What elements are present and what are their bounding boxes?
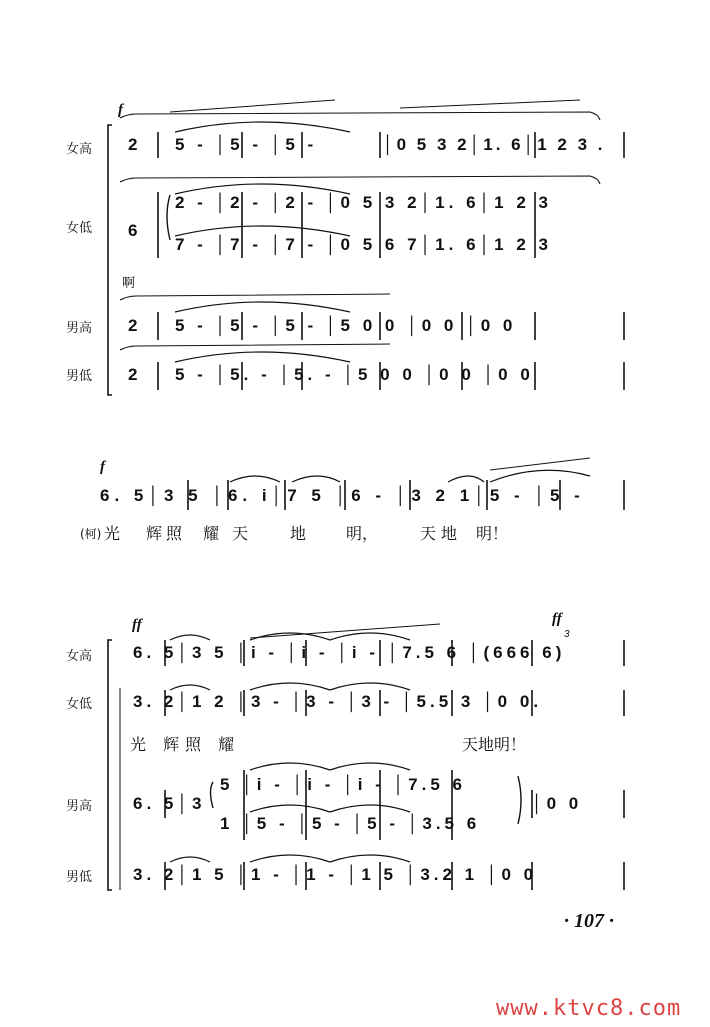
part-label-alto: 女低: [66, 697, 93, 712]
lyric-word: 光: [104, 524, 121, 543]
tenor-pre: 6. 5│3: [133, 794, 206, 813]
dynamic-marking: ff: [132, 617, 142, 633]
part-label-bass: 男低: [66, 369, 93, 384]
lyric-word: 明，: [346, 524, 379, 543]
dynamic-marking: f: [118, 102, 123, 118]
key-tenor: 2: [128, 316, 138, 335]
key-soprano: 2: [128, 135, 138, 154]
soprano-phrase-1: 5 - │5 - │5 -: [175, 135, 318, 154]
bass-notes: 5 - │5. - │5. - │5 0 0 │0 0 │0 0: [175, 365, 534, 384]
lyric-ah: 啊: [122, 276, 136, 291]
tenor-notes: 5 - │5 - │5 - │5 0 0 │0 0 │0 0: [175, 316, 517, 335]
part-label-bass: 男低: [66, 870, 93, 885]
part-label-tenor: 男高: [66, 321, 93, 336]
part-label-tenor: 男高: [66, 799, 93, 814]
part-label-soprano: 女高: [66, 142, 93, 157]
soprano-phrase-2: │0 5 3 2│1. 6│1 2 3 .: [383, 135, 606, 154]
key-bass: 2: [128, 365, 138, 384]
lyric-word: 地: [441, 524, 458, 543]
alto-upper-voice: 2 - │2 - │2 - │0 5 3 2│1. 6│1 2 3: [175, 193, 552, 212]
lyric-word: 天: [232, 524, 249, 543]
lyric-word: 地: [290, 524, 307, 543]
bass-notes: 3. 2│1 5 │1 - │1 - │1 5 │3.2 1 │0 0: [133, 865, 538, 884]
dynamic-marking: ff: [552, 611, 562, 627]
soprano-notes: 6. 5│3 5 │i - │i - │i - │7.5 6 │(666 6): [133, 643, 566, 662]
tenor-upper-voice: 5 │i - │i - │i - │7.5 6: [220, 775, 466, 794]
tenor-lower-voice: 1 │5 - │5 - │5 - │3.5 6: [220, 814, 481, 833]
dynamic-marking: f: [100, 459, 105, 475]
page-number: · 107 ·: [564, 910, 614, 932]
alto-lower-voice: 7 - │7 - │7 - │0 5 6 7│1. 6│1 2 3: [175, 235, 552, 254]
part-label-alto: 女低: [66, 221, 93, 236]
triplet-mark: 3: [564, 629, 570, 640]
tenor-post: │0 0: [532, 794, 583, 813]
part-label-soprano: 女高: [66, 649, 93, 664]
watermark: www.ktvc8.com: [496, 996, 682, 1021]
lyric-word: 天: [420, 524, 437, 543]
key-alto: 6: [128, 221, 138, 240]
lyric-word: 照: [166, 524, 183, 543]
lyric-prefix: (柯): [80, 527, 102, 541]
lyrics-line: 天地明！: [462, 735, 527, 754]
alto-notes: 3. 2│1 2 │3 - │3 - │3 - │5.5 3 │0 0.: [133, 692, 543, 711]
lyric-word: 明！: [476, 524, 509, 543]
lyric-word: 耀: [203, 524, 220, 543]
melody-line: 6. 5│3 5 │6. i│7 5 │6 - │3 2 1│5 - │5 -: [100, 486, 585, 505]
lyric-word: 辉: [146, 524, 163, 543]
lyrics-line: 光 辉照 耀: [130, 735, 241, 754]
